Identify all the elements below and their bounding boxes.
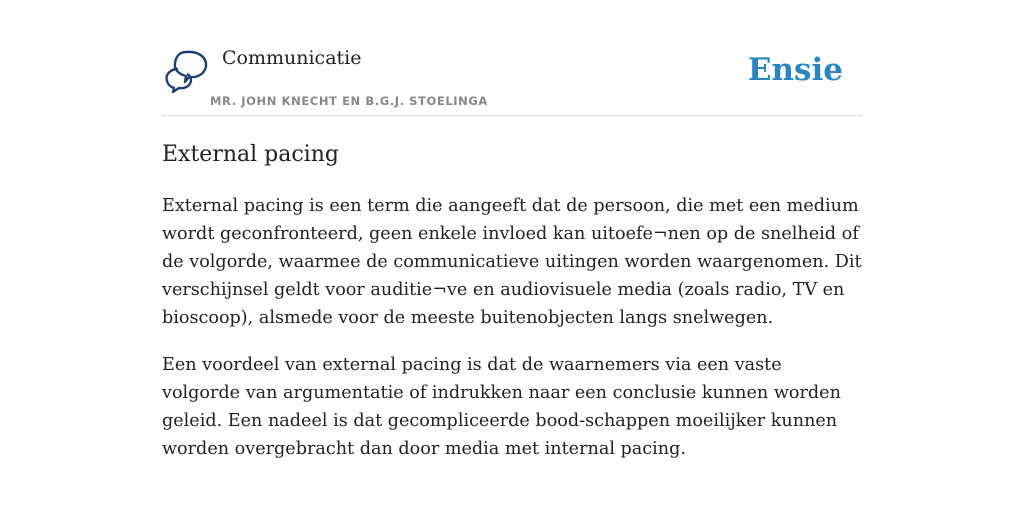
brand-logo[interactable]: Ensie — [747, 52, 843, 88]
paragraph: External pacing is een term die aangeeft dat de persoon, die met een medium wordt geconfronteerd, geen enkele invloed kan uitoefe¬nen op de snelheid of de volgorde, waarmee de communicatieve uitingen worden waargenomen. Dit verschijnsel geldt voor auditie¬ve en audiovisuele media (zoals radio, TV en bioscoop), alsmede voor de meeste buitenobjecten langs snelwegen. — [162, 196, 862, 328]
page-title: External pacing — [162, 142, 339, 167]
authors: MR. JOHN KNECHT EN B.G.J. STOELINGA — [210, 94, 488, 108]
header — [162, 40, 862, 116]
article-body — [162, 192, 864, 482]
paragraph: Een voordeel van external pacing is dat de waarnemers via een vaste volgorde van argumentatie of indrukken naar een conclusie kunnen worden geleid. Een nadeel is dat gecompliceerde bood-schappen moeilijker kunnen worden overgebracht dan door media met internal pacing. — [162, 355, 841, 459]
category-label[interactable]: Communicatie — [222, 47, 362, 69]
speech-bubbles-icon[interactable] — [164, 49, 210, 93]
